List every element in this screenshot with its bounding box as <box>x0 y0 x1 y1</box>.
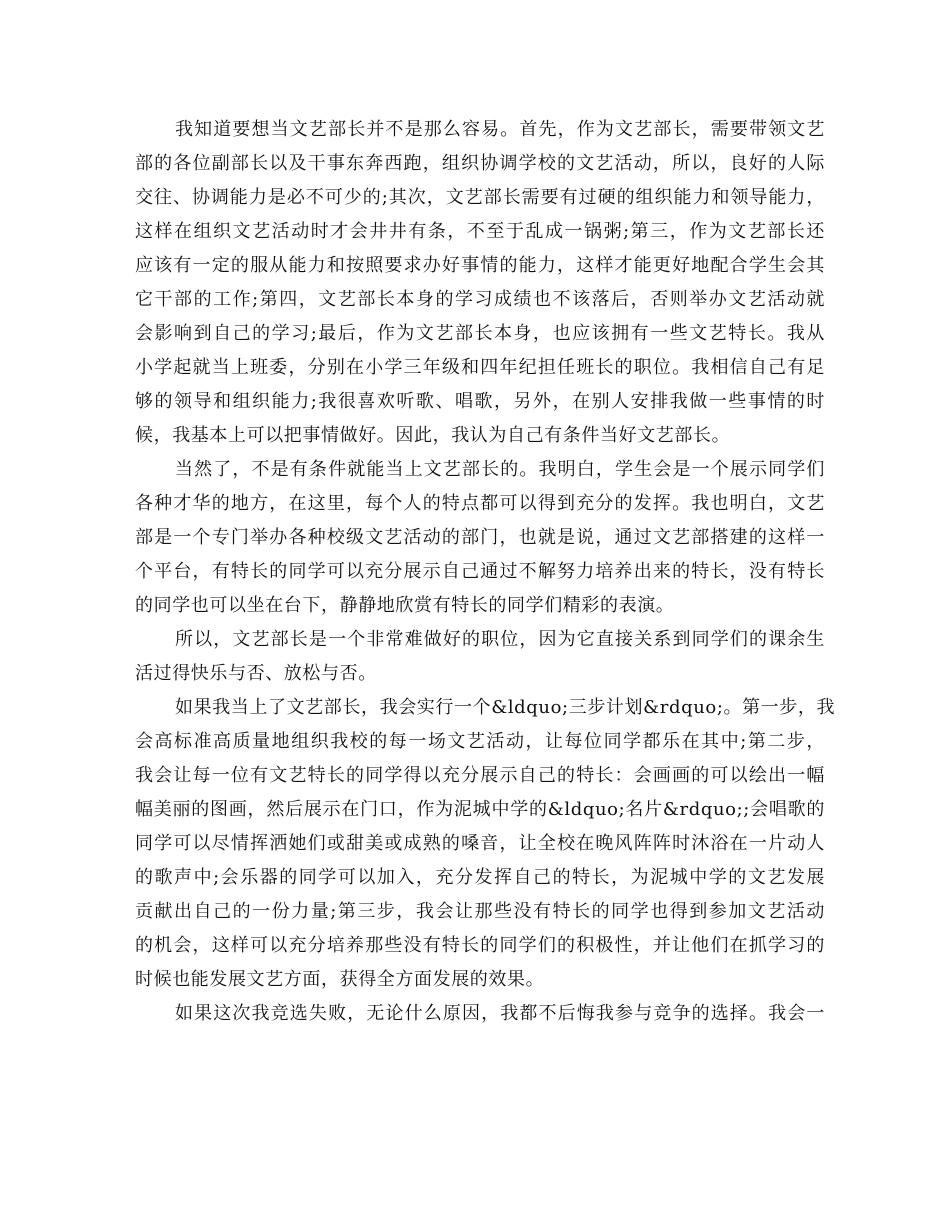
paragraph-4-line-7: 贡献出自己的一份力量;第三步，我会让那些没有特长的同学也得到参加文艺活动 <box>135 901 825 922</box>
paragraph-2-line-2: 各种才华的地方，在这里，每个人的特点都可以得到充分的发挥。我也明白，文艺 <box>135 493 825 514</box>
paragraph-2-line-1: 当然了，不是有条件就能当上文艺部长的。我明白，学生会是一个展示同学们 <box>175 459 825 480</box>
paragraph-4-line-4: 幅美丽的图画，然后展示在门口，作为泥城中学的&ldquo;名片&rdquo;;会唱歌的 <box>135 799 825 820</box>
paragraph-4-line-5: 同学可以尽情挥洒她们或甜美或成熟的嗓音，让全校在晚风阵阵时沐浴在一片动人 <box>135 833 825 854</box>
paragraph-4-line-8: 的机会，这样可以充分培养那些没有特长的同学们的积极性，并让他们在抓学习的 <box>135 935 825 956</box>
paragraph-4-line-3: 我会让每一位有文艺特长的同学得以充分展示自己的特长：会画画的可以绘出一幅 <box>135 765 825 786</box>
paragraph-1-line-1: 我知道要想当文艺部长并不是那么容易。首先，作为文艺部长，需要带领文艺 <box>175 119 825 140</box>
paragraph-5-line-1: 如果这次我竞选失败，无论什么原因，我都不后悔我参与竞争的选择。我会一 <box>175 1003 825 1024</box>
paragraph-1-line-3: 交往、协调能力是必不可少的;其次，文艺部长需要有过硬的组织能力和领导能力， <box>135 187 825 208</box>
paragraph-1-line-7: 会影响到自己的学习;最后，作为文艺部长本身，也应该拥有一些文艺特长。我从 <box>135 323 825 344</box>
paragraph-4-line-6: 的歌声中;会乐器的同学可以加入，充分发挥自己的特长，为泥城中学的文艺发展 <box>135 867 825 888</box>
document-body <box>135 113 836 1031</box>
paragraph-1-line-10: 候，我基本上可以把事情做好。因此，我认为自己有条件当好文艺部长。 <box>135 425 731 446</box>
paragraph-2-line-4: 个平台，有特长的同学可以充分展示自己通过不解努力培养出来的特长，没有特长 <box>135 561 825 582</box>
paragraph-1-line-8: 小学起就当上班委，分别在小学三年级和四年纪担任班长的职位。我相信自己有足 <box>135 357 825 378</box>
paragraph-2-line-5: 的同学也可以坐在台下，静静地欣赏有特长的同学们精彩的表演。 <box>135 595 675 616</box>
paragraph-4-line-1: 如果我当上了文艺部长，我会实行一个&ldquo;三步计划&rdquo;。第一步，我 <box>175 697 836 718</box>
paragraph-2-line-3: 部是一个专门举办各种校级文艺活动的部门，也就是说，通过文艺部搭建的这样一 <box>135 527 825 548</box>
paragraph-4-line-9: 时候也能发展文艺方面，获得全方面发展的效果。 <box>135 969 545 990</box>
paragraph-4-line-2: 会高标准高质量地组织我校的每一场文艺活动，让每位同学都乐在其中;第二步， <box>135 731 825 752</box>
paragraph-1-line-2: 部的各位副部长以及干事东奔西跑，组织协调学校的文艺活动，所以，良好的人际 <box>135 153 825 174</box>
paragraph-3-line-2: 活过得快乐与否、放松与否。 <box>135 663 377 684</box>
paragraph-1-line-9: 够的领导和组织能力;我很喜欢听歌、唱歌，另外，在别人安排我做一些事情的时 <box>135 391 825 412</box>
paragraph-1-line-6: 它干部的工作;第四，文艺部长本身的学习成绩也不该落后，否则举办文艺活动就 <box>135 289 825 310</box>
paragraph-1-line-5: 应该有一定的服从能力和按照要求办好事情的能力，这样才能更好地配合学生会其 <box>135 255 825 276</box>
paragraph-1-line-4: 这样在组织文艺活动时才会井井有条，不至于乱成一锅粥;第三，作为文艺部长还 <box>135 221 825 242</box>
paragraph-3-line-1: 所以，文艺部长是一个非常难做好的职位，因为它直接关系到同学们的课余生 <box>175 629 825 650</box>
